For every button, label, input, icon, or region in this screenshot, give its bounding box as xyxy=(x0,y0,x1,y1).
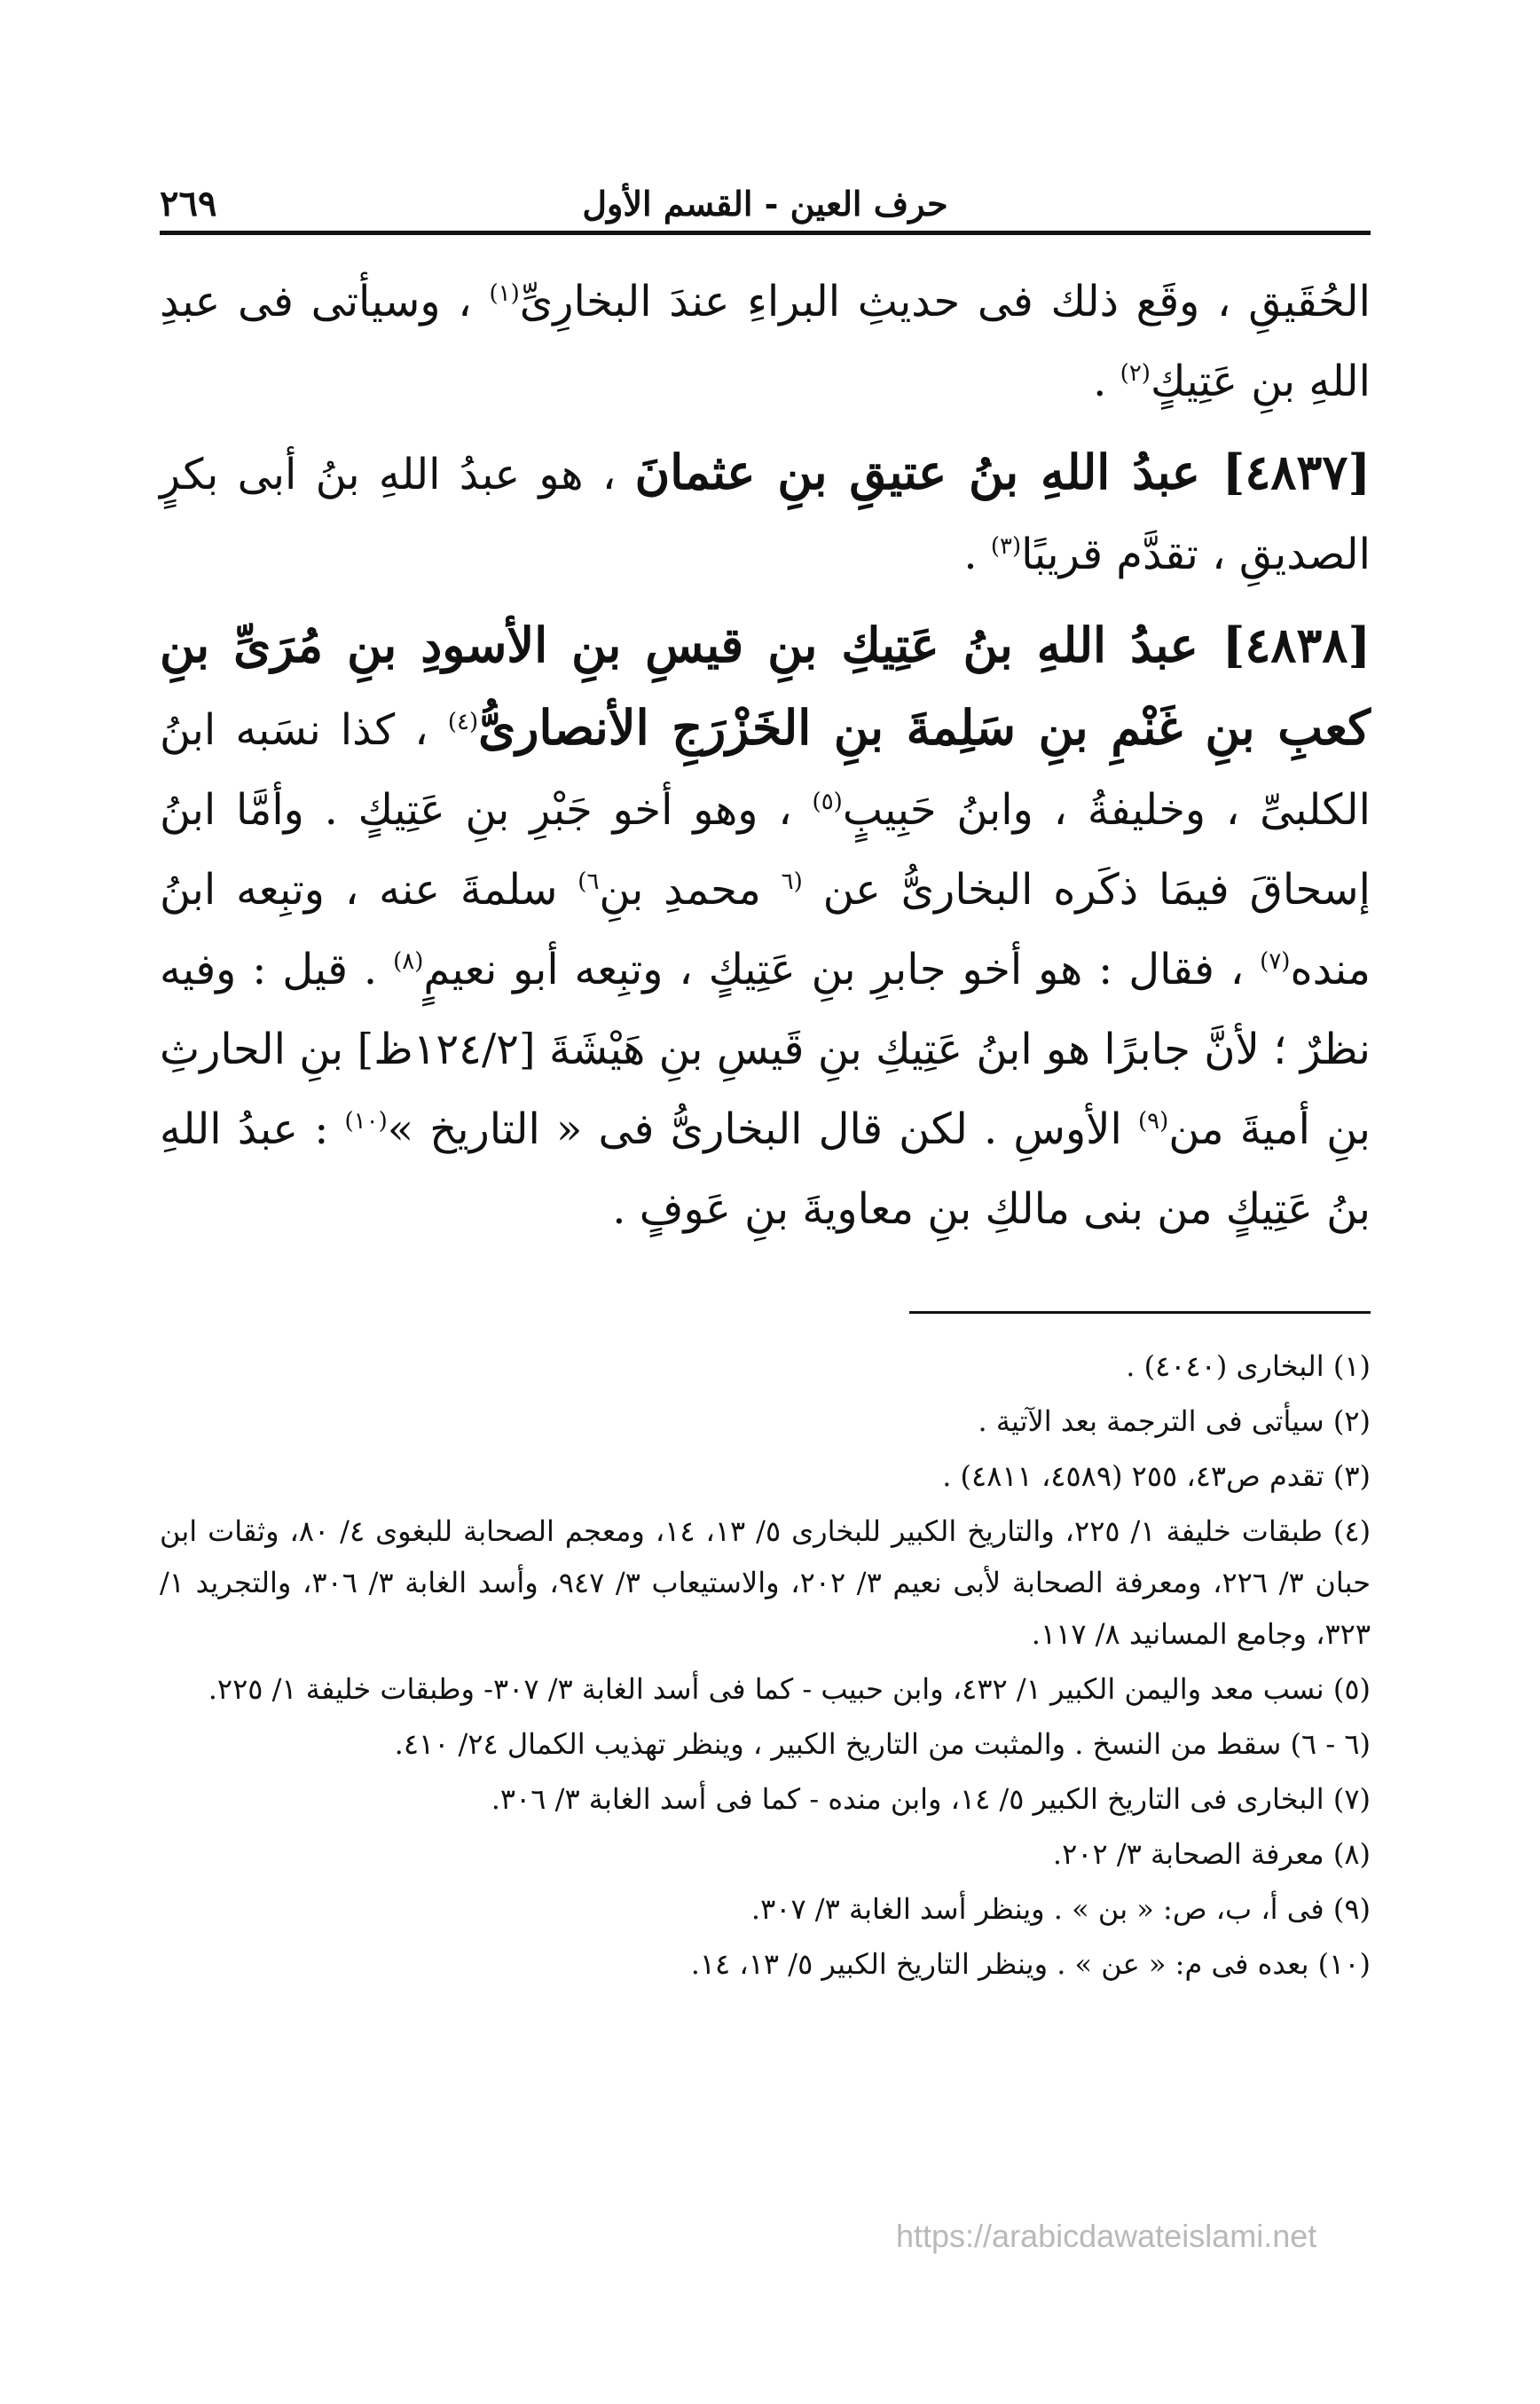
footnote-marker: (٧) xyxy=(1260,948,1291,975)
footnote-marker: (٨) xyxy=(393,948,424,975)
footnotes xyxy=(160,1340,1371,1990)
text-run: . قيل : وفيه نظرٌ ؛ لأنَّ جابرًا هو ابنُ عَتِيكِ بنِ قَيسِ بنِ هَيْشَةَ [١٢٤/٢ظ] بنِ الحارثِ بنِ أميةَ من xyxy=(160,945,1371,1154)
main-text xyxy=(160,262,1371,1249)
footnote: (٧) البخارى فى التاريخ الكبير ٥/ ١٤، وابن منده - كما فى أسد الغابة ٣/ ٣٠٦. xyxy=(491,1782,1371,1816)
running-title: حرف العين - القسم الأول xyxy=(582,184,948,224)
watermark-url: https://arabicdawateislami.net xyxy=(896,2218,1317,2254)
footnote: (١) البخارى (٤٠٤٠) . xyxy=(1126,1349,1371,1383)
text-run: : عبدُ اللهِ بنُ عَتِيكٍ من بنى مالكِ بنِ معاويةَ بنِ عَوفٍ . xyxy=(160,1104,1371,1234)
footnote: (٣) تقدم ص٤٣، ٢٥٥ (٤٥٨٩، ٤٨١١) . xyxy=(942,1459,1371,1493)
page-number: ٢٦٩ xyxy=(160,183,217,224)
footnote-marker: (٩) xyxy=(1138,1108,1169,1135)
entry-heading: [٤٨٣٧] عبدُ اللهِ بنُ عتيقِ بنِ عثمانَ xyxy=(634,444,1371,500)
text-run: ، وسيأتى فى عبدِ اللهِ بنِ عَتِيكٍ xyxy=(160,277,1371,406)
text-run: . xyxy=(1093,357,1120,406)
footnote: (٤) طبقات خليفة ١/ ٢٢٥، والتاريخ الكبير للبخارى ٥/ ١٣، ١٤، ومعجم الصحابة للبغوى ٤/ ٨٠، وثقات ابن حبان ٣/ ٢٢٦، ومعرفة الصحابة لأبى نعيم ٣/ ٢٠٢، والاستيعاب ٣/ ٩٤٧، وأسد الغابة ٣/ ٣٠٦، والتجريد ١/ ٣٢٣، وجامع المسانيد ٨/ ١١٧. xyxy=(160,1514,1371,1651)
paragraph xyxy=(160,262,1371,421)
footnote-marker: (٤) xyxy=(447,709,479,735)
footnote: (٨) معرفة الصحابة ٣/ ٢٠٢. xyxy=(1052,1837,1371,1871)
footnote: (٩) فى أ، ب، ص: « بن » . وينظر أسد الغابة ٣/ ٣٠٧. xyxy=(750,1892,1371,1926)
footnote-marker: (٢) xyxy=(1120,360,1151,387)
text-run: سلمةَ عنه ، وتبِعه ابنُ منده xyxy=(160,865,1371,994)
text-run: محمدِ بنِ xyxy=(599,865,782,915)
text-run: . xyxy=(963,530,991,579)
book-page xyxy=(160,177,1371,2306)
footnote-marker: (٦ xyxy=(781,868,803,895)
paragraph xyxy=(160,605,1371,1249)
footnote-separator xyxy=(909,1311,1371,1314)
text-run: ، وهو أخو جَبْرِ بنِ عَتِيكٍ . وأمَّا ابنُ إسحاقَ فيمَا ذكَره البخارىُّ عن xyxy=(160,785,1371,915)
footnote-marker: (٥) xyxy=(812,789,843,815)
page-header xyxy=(160,177,1371,235)
footnote: (٢) سيأتى فى الترجمة بعد الآتية . xyxy=(978,1404,1371,1438)
paragraph xyxy=(160,432,1371,594)
footnote: (٥) نسب معد واليمن الكبير ١/ ٤٣٢، وابن حبيب - كما فى أسد الغابة ٣/ ٣٠٧- وطبقات خليفة ١/ ٢٢٥. xyxy=(208,1672,1371,1706)
entry-heading: [٤٨٣٨] عبدُ اللهِ بنُ عَتِيكِ بنِ قيسِ بنِ الأسودِ بنِ مُرَىِّ بنِ كعبِ بنِ غَنْمِ بنِ سَلِمةَ بنِ الخَزْرَجِ الأنصارىُّ xyxy=(160,617,1371,756)
text-run: الأوسِ . لكن قال البخارىُّ فى « التاريخ » xyxy=(387,1104,1139,1154)
footnote-marker: (٣) xyxy=(990,533,1022,560)
text-run: ، كذا نسَبه ابنُ الكلبىِّ ، وخليفةُ ، وابنُ حَبِيبٍ xyxy=(160,705,1371,835)
text-run: ، فقال : هو أخو جابرِ بنِ عَتِيكٍ ، وتبِعه أبو نعيمٍ xyxy=(423,945,1261,994)
footnote-marker: (١) xyxy=(489,280,520,307)
text-run: ، هو عبدُ اللهِ بنُ أبى بكرٍ الصديقِ ، تقدَّم قريبًا xyxy=(160,450,1371,579)
footnote-marker: ٦) xyxy=(578,868,600,895)
footnote-marker: (١٠) xyxy=(344,1108,388,1135)
text-run: الحُقَيقِ ، وقَع ذلك فى حديثِ البراءِ عندَ البخارِىِّ xyxy=(519,277,1371,326)
footnote: (٦ - ٦) سقط من النسخ . والمثبت من التاريخ الكبير ، وينظر تهذيب الكمال ٢٤/ ٤١٠. xyxy=(394,1727,1371,1761)
footnote: (١٠) بعده فى م: « عن » . وينظر التاريخ الكبير ٥/ ١٣، ١٤. xyxy=(690,1947,1371,1981)
